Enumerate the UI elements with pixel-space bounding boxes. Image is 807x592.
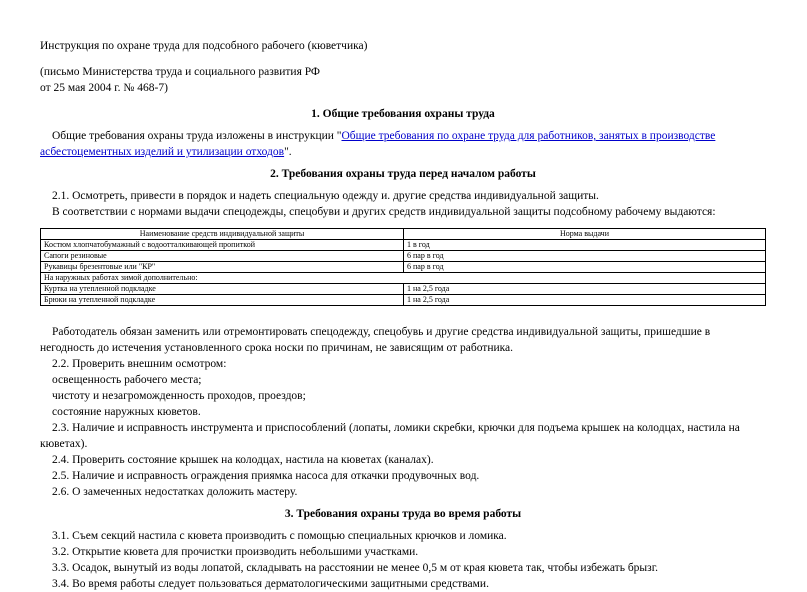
document-source-line-1: (письмо Министерства труда и социального развития РФ bbox=[40, 66, 321, 78]
table-row bbox=[41, 240, 766, 251]
paragraph-2-6: 2.6. О замеченных недостатках доложить мастеру. bbox=[52, 486, 298, 498]
table-row bbox=[41, 262, 766, 273]
column-header-norm: Норма выдачи bbox=[404, 229, 766, 240]
table-cell-name: Брюки на утепленной подкладке bbox=[41, 295, 404, 306]
column-header-name: Наименование средств индивидуальной защиты bbox=[41, 229, 404, 240]
document-body bbox=[40, 38, 766, 592]
table-row bbox=[41, 295, 766, 306]
norms-table bbox=[40, 228, 766, 306]
table-row bbox=[41, 273, 766, 284]
section-1-text-after: ". bbox=[284, 146, 292, 158]
paragraph-2-5: 2.5. Наличие и исправность ограждения приямка насоса для откачки продувочных вод. bbox=[52, 470, 480, 482]
paragraph-lighting: освещенность рабочего места; bbox=[52, 374, 202, 386]
paragraph-3-1: 3.1. Съем секций настила с кювета производить с помощью специальных крючков и ломика. bbox=[52, 530, 507, 542]
section-2-heading: 2. Требования охраны труда перед началом работы bbox=[270, 168, 536, 180]
table-cell-norm: 6 пар в год bbox=[404, 251, 766, 262]
section-1-heading: 1. Общие требования охраны труда bbox=[311, 108, 495, 120]
table-cell-name: Рукавицы брезентовые или "КР" bbox=[41, 262, 404, 273]
paragraph-3-2: 3.2. Открытие кювета для прочистки производить небольшими участками. bbox=[52, 546, 419, 558]
paragraph-3-4: 3.4. Во время работы следует пользоваться дерматологическими защитными средствами. bbox=[52, 578, 489, 590]
table-header-row bbox=[41, 229, 766, 240]
instruction-link[interactable]: Общие требования по охране труда для работников, занятых в производстве асбестоцементных изделий и утилизации отходов bbox=[40, 130, 716, 158]
paragraph-2-3: 2.3. Наличие и исправность инструмента и приспособлений (лопаты, ломики скребки, крючки для подъема крышек на колодцах, настила на кюветах). bbox=[40, 422, 740, 450]
table-cell-name: Сапоги резиновые bbox=[41, 251, 404, 262]
table-cell-name: Костюм хлопчатобумажный с водоотталкивающей пропиткой bbox=[41, 240, 404, 251]
table-row bbox=[41, 251, 766, 262]
paragraph-norms-intro: В соответствии с нормами выдачи спецодежды, спецобуви и других средств индивидуальной защиты подсобному рабочему выдаются: bbox=[52, 206, 716, 218]
table-cell-norm: 1 на 2,5 года bbox=[404, 284, 766, 295]
document-source-line-2: от 25 мая 2004 г. № 468-7) bbox=[40, 82, 168, 94]
table-cell-norm: 1 в год bbox=[404, 240, 766, 251]
paragraph-employer-obligation: Работодатель обязан заменить или отремонтировать спецодежду, спецобувь и другие средства индивидуальной защиты, пришедшие в негодность до истечения установленного срока носки по причинам, не зависящим от работника. bbox=[40, 326, 711, 354]
document-title: Инструкция по охране труда для подсобного рабочего (кюветчика) bbox=[40, 40, 368, 52]
table-cell-norm: 1 на 2,5 года bbox=[404, 295, 766, 306]
table-row bbox=[41, 284, 766, 295]
section-1-text-before: Общие требования охраны труда изложены в инструкции " bbox=[52, 130, 342, 142]
paragraph-passages: чистоту и незагроможденность проходов, проездов; bbox=[52, 390, 306, 402]
paragraph-2-4: 2.4. Проверить состояние крышек на колодцах, настила на кюветах (каналах). bbox=[52, 454, 434, 466]
section-3-heading: 3. Требования охраны труда во время работы bbox=[284, 508, 522, 520]
paragraph-2-2: 2.2. Проверить внешним осмотром: bbox=[52, 358, 227, 370]
paragraph-3-3: 3.3. Осадок, вынутый из воды лопатой, складывать на расстоянии не менее 0,5 м от края кювета так, чтобы избежать брызг. bbox=[52, 562, 658, 574]
table-cell-name: Куртка на утепленной подкладке bbox=[41, 284, 404, 295]
paragraph-2-1: 2.1. Осмотреть, привести в порядок и надеть специальную одежду и. другие средства индивидуальной защиты. bbox=[52, 190, 599, 202]
table-cell-norm: 6 пар в год bbox=[404, 262, 766, 273]
paragraph-ditches: состояние наружных кюветов. bbox=[52, 406, 201, 418]
section-1-paragraph bbox=[40, 128, 766, 160]
table-cell-subheading: На наружных работах зимой дополнительно: bbox=[41, 273, 766, 284]
